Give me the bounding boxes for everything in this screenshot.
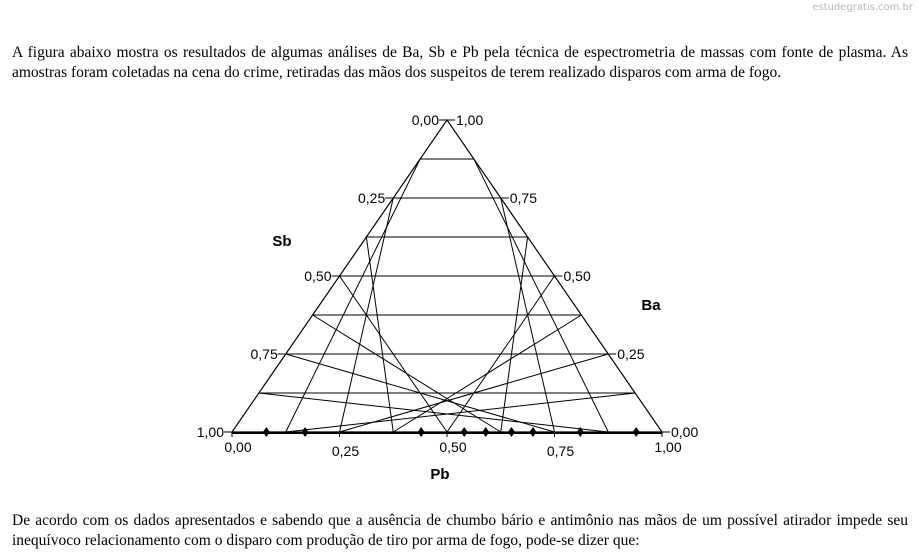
tick-label-ba: 0,00 <box>671 424 699 440</box>
tick-label-sb: 1,00 <box>196 424 224 440</box>
tick-label-pb: 0,75 <box>546 443 575 459</box>
intro-paragraph: A figura abaixo mostra os resultados de algumas análises de Ba, Sb e Pb pela técnica de espectrometria de massas com fonte de plasma. As amostras foram coletadas na cena do crime, retiradas das mãos dos suspeitos de terem realizado disparos com arma de fogo. <box>12 44 908 81</box>
grid-line-diagonal <box>313 315 501 432</box>
data-point <box>461 427 468 437</box>
tick-label-ba: 0,25 <box>617 346 645 362</box>
tick-label-ba: 1,00 <box>456 112 484 128</box>
data-point <box>418 427 425 437</box>
grid-line-diagonal <box>474 159 608 432</box>
tick-label-pb: 0,25 <box>331 443 360 459</box>
data-point <box>633 427 640 437</box>
tick-label-pb: 1,00 <box>654 439 682 455</box>
data-point <box>263 427 270 437</box>
data-point <box>482 427 489 437</box>
tick-label-pb: 0,50 <box>439 439 467 455</box>
tick-label-sb: 0,00 <box>411 112 439 128</box>
question-paragraph: De acordo com os dados apresentados e sabendo que a ausência de chumbo bário e antimônio nas mãos de um possível atirador impede seu inequívoco relacionamento com o disparo com produção de tiro por arma de fogo, pode-se dizer que: <box>12 512 908 549</box>
tick-label-pb: 0,00 <box>224 439 252 455</box>
grid-line-diagonal <box>501 237 528 432</box>
data-point <box>508 427 515 437</box>
tick-labels <box>197 112 699 459</box>
axis-label-sb: Sb <box>272 233 292 250</box>
chart-grid <box>259 159 635 432</box>
axis-label-ba: Ba <box>641 297 661 314</box>
tick-label-ba: 0,75 <box>509 190 537 206</box>
data-point <box>302 427 309 437</box>
tick-label-ba: 0,50 <box>563 268 591 284</box>
tick-label-sb: 0,25 <box>358 190 386 206</box>
tick-label-sb: 0,50 <box>304 268 332 284</box>
tick-label-sb: 0,75 <box>250 346 278 362</box>
axis-label-pb: Pb <box>430 466 450 483</box>
data-point <box>530 427 537 437</box>
grid-line-diagonal <box>259 393 608 432</box>
watermark: estudegratis.com.br <box>812 2 913 13</box>
